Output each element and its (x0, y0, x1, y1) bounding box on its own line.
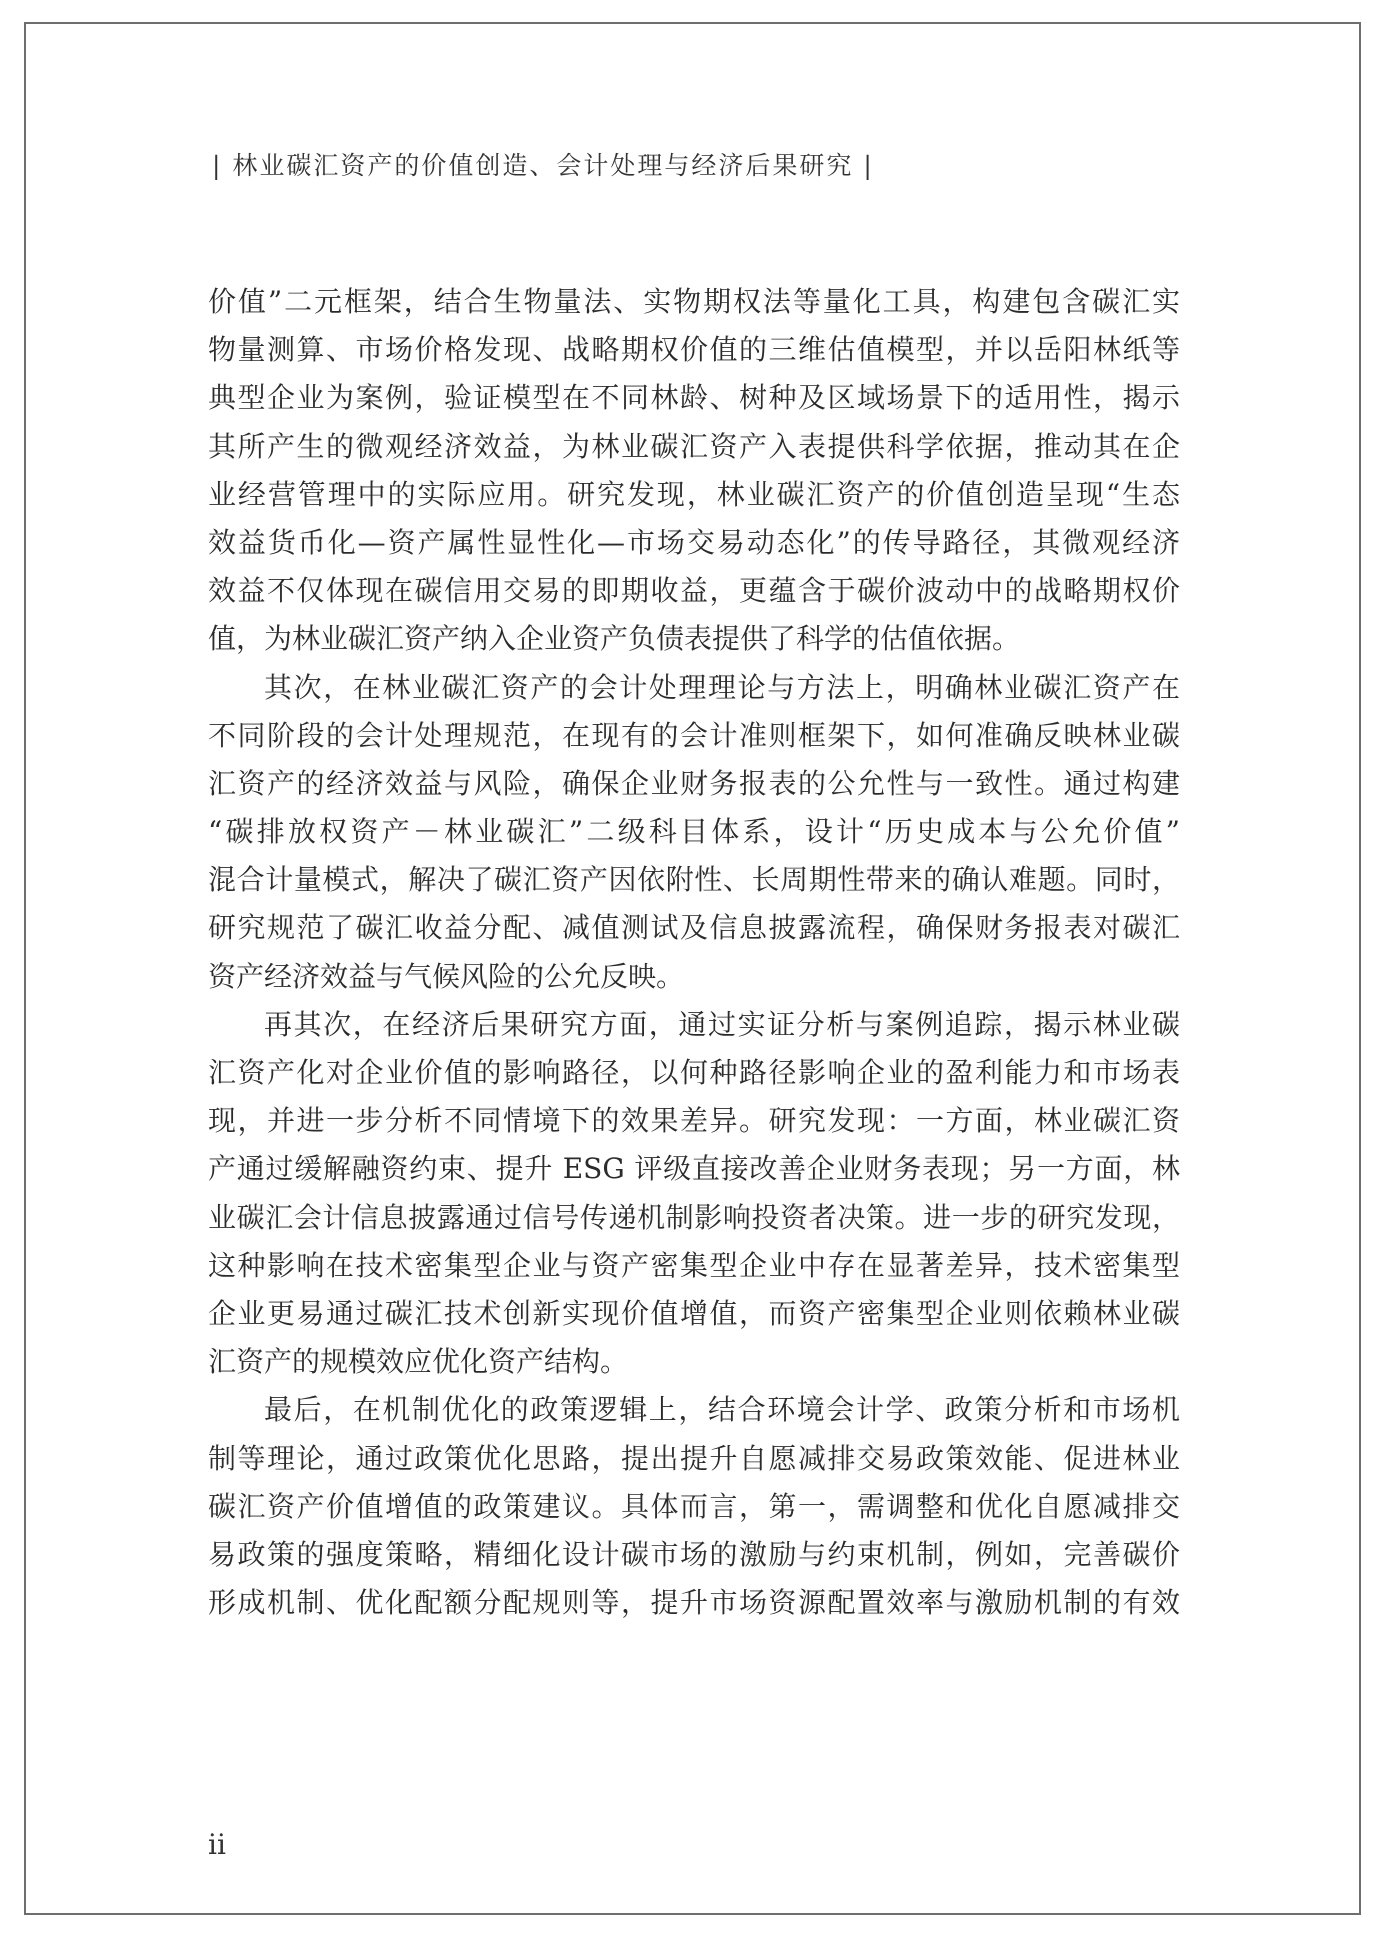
text-line: 最后，在机制优化的政策逻辑上，结合环境会计学、政策分析和市场机 (264, 1393, 1180, 1427)
text-line: 物量测算、市场价格发现、战略期权价值的三维估值模型，并以岳阳林纸等 (208, 333, 1180, 367)
page-number: ii (208, 1828, 226, 1861)
text-line: 汇资产的经济效益与风险，确保企业财务报表的公允性与一致性。通过构建 (208, 766, 1180, 800)
text-line: 现，并进一步分析不同情境下的效果差异。研究发现：一方面，林业碳汇资 (208, 1104, 1180, 1138)
text-line: 效益货币化—资产属性显性化—市场交易动态化”的传导路径，其微观经济 (208, 525, 1180, 559)
text-line: 碳汇资产价值增值的政策建议。具体而言，第一，需调整和优化自愿减排交 (208, 1489, 1180, 1523)
text-line: 典型企业为案例，验证模型在不同林龄、树种及区域场景下的适用性，揭示 (208, 381, 1180, 415)
text-line: 业碳汇会计信息披露通过信号传递机制影响投资者决策。进一步的研究发现， (208, 1200, 1180, 1234)
text-line: 不同阶段的会计处理规范，在现有的会计准则框架下，如何准确反映林业碳 (208, 718, 1180, 752)
text-line: 制等理论，通过政策优化思路，提出提升自愿减排交易政策效能、促进林业 (208, 1441, 1180, 1475)
text-line: 汇资产化对企业价值的影响路径，以何种路径影响企业的盈利能力和市场表 (208, 1056, 1180, 1089)
text-line: 效益不仅体现在碳信用交易的即期收益，更蕴含于碳价波动中的战略期权价 (208, 574, 1180, 608)
text-line: 资产经济效益与气候风险的公允反映。 (208, 959, 685, 993)
body-text (208, 278, 1180, 1627)
text-line: 混合计量模式，解决了碳汇资产因依附性、长周期性带来的确认难题。同时， (208, 863, 1180, 897)
text-line: “碳排放权资产－林业碳汇”二级科目体系，设计“历史成本与公允价值” (208, 815, 1180, 849)
text-line: 其所产生的微观经济效益，为林业碳汇资产入表提供科学依据，推动其在企 (208, 429, 1180, 463)
text-line: 其次，在林业碳汇资产的会计处理理论与方法上，明确林业碳汇资产在 (264, 670, 1180, 704)
text-line: 研究规范了碳汇收益分配、减值测试及信息披露流程，确保财务报表对碳汇 (208, 911, 1180, 945)
text-line: 形成机制、优化配额分配规则等，提升市场资源配置效率与激励机制的有效 (208, 1586, 1180, 1620)
text-line: 这种影响在技术密集型企业与资产密集型企业中存在显著差异，技术密集型 (208, 1248, 1180, 1282)
text-line: 值，为林业碳汇资产纳入企业资产负债表提供了科学的估值依据。 (208, 622, 1021, 656)
text-line: 企业更易通过碳汇技术创新实现价值增值，而资产密集型企业则依赖林业碳 (208, 1296, 1180, 1330)
text-line: 价值”二元框架，结合生物量法、实物期权法等量化工具，构建包含碳汇实 (208, 285, 1180, 318)
text-line: 易政策的强度策略，精细化设计碳市场的激励与约束机制，例如，完善碳价 (208, 1537, 1180, 1571)
running-header: | 林业碳汇资产的价值创造、会计处理与经济后果研究 | (212, 151, 874, 180)
text-line: 产通过缓解融资约束、提升 ESG 评级直接改善企业财务表现；另一方面，林 (208, 1152, 1180, 1186)
text-line: 汇资产的规模效应优化资产结构。 (208, 1345, 629, 1379)
text-line: 再其次，在经济后果研究方面，通过实证分析与案例追踪，揭示林业碳 (264, 1007, 1180, 1041)
text-line: 业经营管理中的实际应用。研究发现，林业碳汇资产的价值创造呈现“生态 (208, 477, 1180, 511)
